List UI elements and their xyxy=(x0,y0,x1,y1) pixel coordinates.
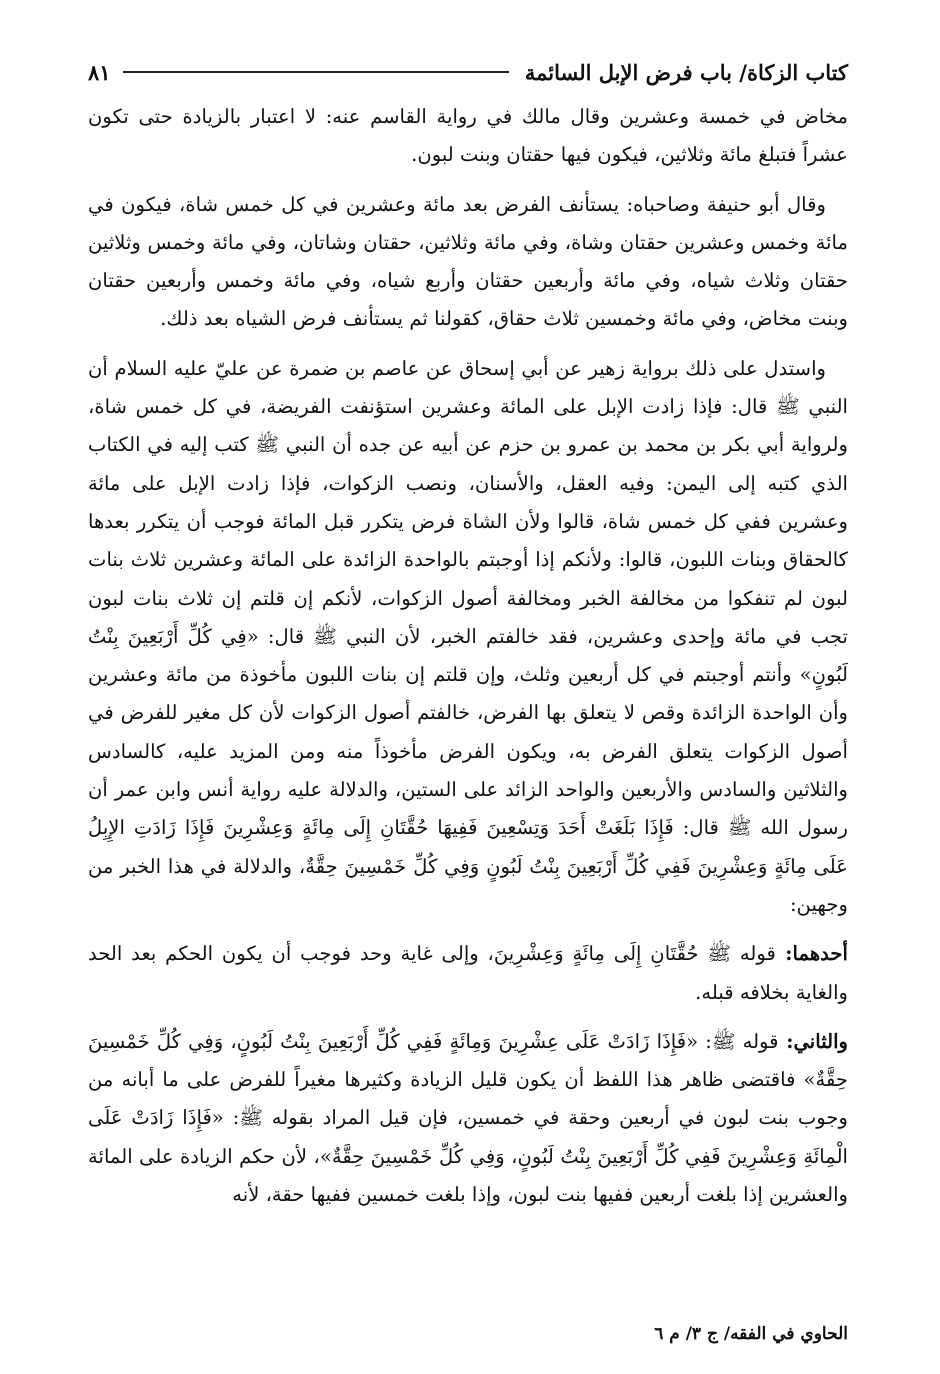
paragraph-text: مخاض في خمسة وعشرين وقال مالك في رواية القاسم عنه: لا اعتبار بالزيادة حتى تكون عشراً فتبلغ مائة وثلاثين، فيكون فيها حقتان وبنت لبون. xyxy=(88,105,848,167)
paragraph-text: قوله ﷺ: «فَإِذَا زَادَتْ عَلَى عِشْرِينَ وَمِائَةٍ فَفِي كُلِّ أَرْبَعِينَ بِنْتُ لَبُونٍ، وَفِي كُلِّ خَمْسِينَ حِقَّةٌ» فاقتضى ظاهر هذا اللفظ أن يكون قليل الزيادة وكثيرها مغيراً للفرض على ما أبانه من وجوب بنت لبون في أربعين وحقة في خمسين، فإن قيل المراد بقوله ﷺ: «فَإِذَا زَادَتْ عَلَى الْمِائَةِ وَعِشْرِينَ فَفِي كُلِّ أَرْبَعِينَ بِنْتُ لَبُونٍ، وَفِي كُلِّ خَمْسِينَ حِقَّةٌ»، لأن حكم الزيادة على المائة والعشرين إذا بلغت أربعين ففيها بنت لبون، وإذا بلغت خمسين ففيها حقة، لأنه xyxy=(88,1029,848,1207)
paragraph xyxy=(88,98,848,175)
page-number: ٨١ xyxy=(88,59,111,85)
paragraph xyxy=(88,350,848,924)
header-rule xyxy=(123,71,509,73)
book-page xyxy=(88,52,848,1362)
footer-signature: الحاوي في الفقه/ ج ٣/ م ٦ xyxy=(654,1324,848,1344)
paragraph-lead: والثاني: xyxy=(778,1029,848,1053)
paragraph xyxy=(88,1023,848,1214)
paragraph-text: قوله ﷺ حُقَّتَانِ إِلَى مِائَةٍ وَعِشْرِينَ، وإلى غاية وحد فوجب أن يكون الحكم بعد الحد والغاية بخلافه قبله. xyxy=(88,942,848,1004)
body-text xyxy=(88,98,848,1214)
running-title: كتاب الزكاة/ باب فرض الإبل السائمة xyxy=(524,59,848,85)
paragraph-text: واستدل على ذلك برواية زهير عن أبي إسحاق عن عاصم بن ضمرة عن عليّ عليه السلام أن النبي ﷺ قال: فإذا زادت الإبل على المائة وعشرين استؤنفت الفريضة، في كل خمس شاة، ولرواية أبي بكر بن محمد بن عمرو بن حزم عن أبيه عن جده أن النبي ﷺ كتب إليه في الكتاب الذي كتبه إلى اليمن: وفيه العقل، والأسنان، ونصب الزكوات، فإذا زادت الإبل على مائة وعشرين ففي كل خمس شاة، قالوا ولأن الشاة فرض يتكرر قبل المائة فوجب أن يتكرر بعدها كالحقاق وبنات اللبون، قالوا: ولأنكم إذا أوجبتم بالواحدة الزائدة على المائة وعشرين ثلاث بنات لبون لم تنفكوا من مخالفة الخبر ومخالفة أصول الزكوات، لأنكم إن قلتم إن ثلاث بنات لبون تجب في مائة وإحدى وعشرين، فقد خالفتم الخبر، لأن النبي ﷺ قال: «فِي كُلِّ أَرْبَعِينَ بِنْتُ لَبُونٍ» وأنتم أوجبتم في كل أربعين وثلث، وإن قلتم إن بنات اللبون مأخوذة من مائة وعشرين وأن الواحدة الزائدة وقص لا يتعلق بها الفرض، خالفتم أصول الزكوات لأن كل مغير للفرض في أصول الزكوات يتعلق الفرض به، ويكون الفرض مأخوذاً منه ومن المزيد عليه، كالسادس والثلاثين والسادس والأربعين والواحد الزائد على الستين، والدلالة عليه رواية أنس وابن عمر أن رسول الله ﷺ قال: فَإِذَا بَلَغَتْ أَحَدَ وَتِسْعِينَ فَفِيهَا حُقَّتَانِ إِلَى مِائَةٍ وَعِشْرِينَ فَإِذَا زَادَتِ الإِبِلُ عَلَى مِائَةٍ وَعِشْرِينَ فَفِي كُلِّ أَرْبَعِينَ بِنْتُ لَبُونٍ وَفِي كُلِّ خَمْسِينَ حِقَّةٌ، والدلالة في هذا الخبر من وجهين: xyxy=(88,356,848,916)
running-head xyxy=(88,52,848,92)
paragraph xyxy=(88,935,848,1012)
paragraph-text: وقال أبو حنيفة وصاحباه: يستأنف الفرض بعد مائة وعشرين في كل خمس شاة، فيكون في مائة وخمس وعشرين حقتان وشاة، وفي مائة وثلاثين، حقتان وشاتان، وفي مائة وخمس وثلاثين حقتان وثلاث شياه، وفي مائة وأربعين حقتان وأربع شياه، وفي مائة وخمس وأربعين حقتان وبنت مخاض، وفي مائة وخمسين ثلاث حقاق، كقولنا ثم يستأنف فرض الشياه بعد ذلك. xyxy=(88,192,848,331)
paragraph-lead: أحدهما: xyxy=(775,942,848,966)
paragraph xyxy=(88,186,848,339)
